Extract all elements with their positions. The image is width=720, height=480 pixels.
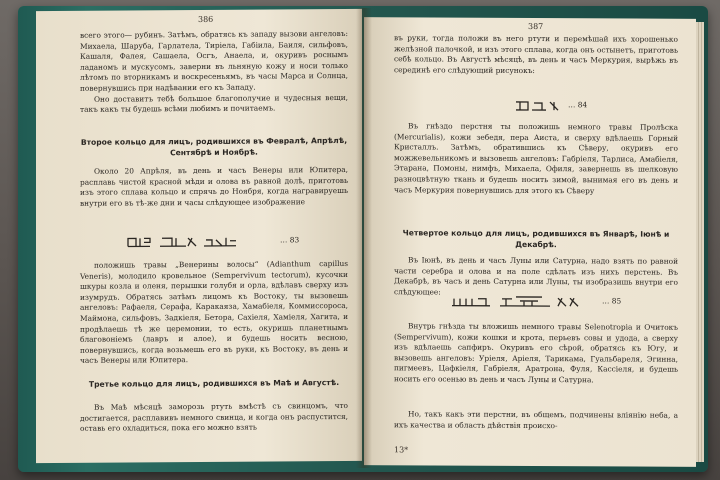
- section-heading-third-ring: Третье кольцо для лицъ, родившихся въ Маѣ и Августѣ.: [88, 378, 340, 389]
- sigil-figure-number: … 83: [280, 235, 300, 245]
- sigil-image: [514, 98, 564, 112]
- sigil-image: [126, 233, 276, 248]
- paragraph: въ руки, тогда положи въ него ртути и перемѣшай ихъ хорошенько желѣзной палочкой, и изъ этого сплава, когда онъ остынетъ, приготовь себѣ кольцо. Въ Августѣ мѣсяцѣ, въ день и часъ Меркурия, вырѣжь въ серединѣ его слѣдующий рисунокъ:: [394, 33, 678, 75]
- paragraph: Около 20 Апрѣля, въ день и часъ Венеры или Юпитера, расплавь чистой красной мѣди и олова въ равной долѣ, приготовь изъ этого сплава кольцо и спрячь до Ноября, когда награвируешь внутри его въ тѣ-же дни и часы слѣдующее изображение: [80, 164, 348, 208]
- sigil-number: 83: [289, 235, 300, 245]
- book-gutter: [356, 8, 372, 468]
- sigil-glyph: [514, 99, 564, 113]
- signature-mark: 13*: [394, 445, 409, 455]
- paragraph: всего этого— рубинъ. Затѣмъ, обратясь къ западу вызови ангеловъ: Михаела, Шаруба, Гарлатела, Тирiела, Габiила, Баиля, сильфовъ, Кашаля, Фалея, Сашаела, Осгъ, Анаела, и, окуривъ роснымъ ладаномъ и мускусомъ, заверни въ льняную кожу и носи только лѣтомъ по вторникамъ и воскресеньямъ, въ часы Марса и Солнца, повернувшись при надѣвании его къ Западу.: [80, 28, 348, 93]
- paragraph: Но, такъ какъ эти перстни, въ общемъ, подчинены вліянію неба, а ихъ качества и область дѣйствiя происхо-: [394, 409, 678, 430]
- left-page: [36, 9, 362, 463]
- paragraph: Внутрь гнѣзда ты вложишь немного травы Selenotropia и Очитокъ (Sempervivum), кожи кошки и крота, перьевъ совы и удода, а сверху изъ вдѣлаешь сапфиръ. Окуривъ его сѣрой, обратясь къ Югу, и вызовешь ангеловъ: Урiеля, Арiеля, Тарикама, Гуальбареля, Эгинна, пигмеевъ, Цафкiеля, Габрiеля, Аратрона, Фуля, Кассiеля, и будешь носить его осенью въ день и часъ Луны и Сатурна.: [394, 321, 678, 385]
- section-heading-second-ring: Второе кольцо для лицъ, родившихся въ Февралѣ, Апрѣлѣ, Сентябрѣ и Ноябрѣ.: [80, 135, 348, 158]
- sigil-glyph: [450, 295, 600, 310]
- paragraph: Въ Iюнѣ, въ день и часъ Луны или Сатурна, надо взять по равной части серебра и олова и на поле сдѣлать изъ нихъ перстень. Въ Декабрѣ, въ часъ и день Сатурна или Луны, ты изобразишь внутри его слѣдующее:: [394, 255, 678, 297]
- sigil-figure-number: … 84: [568, 100, 588, 110]
- paragraph: положишь травы „Венерины волосы“ (Adianthum capillus Veneris), молодило кровельное (Sempervivum tectorum), кусочки шкуры козла и оленя, перышки голубя и орла, вдѣлавъ сверху изъ изумрудъ. Обратясь затѣмъ лицомъ къ Востоку, ты вызовешь ангеловъ: Рафаеля, Серафа, Каракаяза, Хамабiеля, Коммиссороса, Маймона, сильфовъ, Задкiеля, Бетора, Сахiеля, Хамiеля, Хагита, и продѣлаешь тѣ же церемонии, то есть, окуришь планетнымъ благовонiемъ (лавръ и алое), и будешь носить весною, повернувшись, когда возьмешь его въ руки, къ Востоку, въ день и часъ Венеры или Юпитера.: [80, 258, 348, 366]
- section-heading-fourth-ring: Четвертое кольцо для лицъ, родившихся въ Январѣ, Iюнѣ и Декабрѣ.: [402, 228, 670, 250]
- sigil-number: 85: [611, 296, 622, 306]
- paragraph: Въ гнѣздо перстня ты положишь немного травы Пролѣска (Mercurialis), кожи зебедя, пера Аиста, и сверху вдѣлаешь Горный Кристаллъ. Затѣмъ, обратившись къ Сѣверу, окуривъ его можжевельникомъ и вызовешь ангеловъ: Габрiеля, Тарлиса, Амабiеля, Этарана, Помоны, нимфъ, Михаела, Офиля, завернешь въ шелковую разноцвѣтную ткань и будешь носить зимой, вынимая его въ день и часъ Меркурия повернувшись для этого къ Сѣверу: [394, 121, 678, 195]
- sigil-figure-number: … 85: [602, 296, 622, 306]
- page-number-right: 387: [528, 21, 544, 32]
- sigil-number: 84: [577, 100, 588, 110]
- sigil-glyph: [126, 234, 276, 249]
- paragraph: Оно доставитъ тебѣ большое благополучие и чудесныя вещи, такъ какъ ты будешь всѣми любимъ и почитаемъ.: [80, 92, 348, 114]
- sigil-image: [450, 294, 600, 309]
- left-top-paragraph: [80, 29, 348, 116]
- right-page: [364, 17, 696, 467]
- page-number-left: 386: [198, 14, 214, 25]
- paragraph: Въ Маѣ мѣсяцѣ заморозь ртуть вмѣстѣ съ свинцомъ, что достигается, расплавивъ немного свинца, и когда онъ распустится, оставь его охладиться, пока его можно взять: [80, 400, 348, 434]
